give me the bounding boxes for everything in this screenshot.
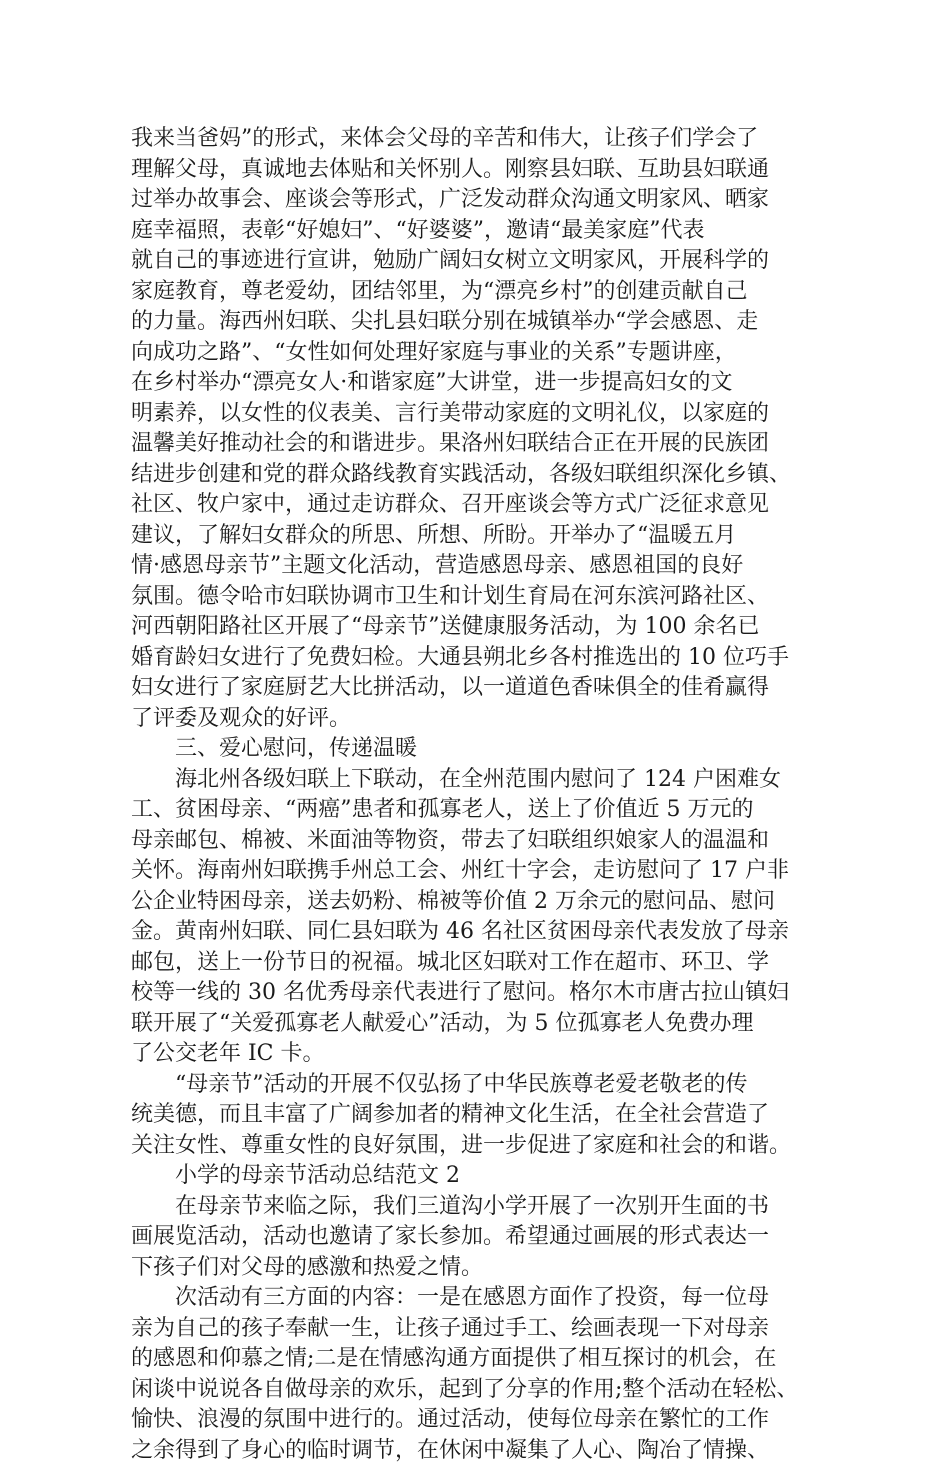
text-line: 统美德，而且丰富了广阔参加者的精神文化生活，在全社会营造了: [131, 1100, 831, 1131]
text-line: 联开展了“关爱孤寡老人献爱心”活动，为 5 位孤寡老人免费办理: [131, 1009, 831, 1040]
text-line: 温馨美好推动社会的和谐进步。果洛州妇联结合正在开展的民族团: [131, 429, 831, 460]
text-line: 关注女性、尊重女性的良好氛围，进一步促进了家庭和社会的和谐。: [131, 1131, 831, 1162]
text-line: 画展览活动，活动也邀请了家长参加。希望通过画展的形式表达一: [131, 1222, 831, 1253]
text-line: 庭幸福照，表彰“好媳妇”、“好婆婆”，邀请“最美家庭”代表: [131, 216, 831, 247]
text-line: 下孩子们对父母的感激和热爱之情。: [131, 1253, 831, 1284]
text-line: 建议，了解妇女群众的所思、所想、所盼。开举办了“温暖五月: [131, 521, 831, 552]
text-line: 妇女进行了家庭厨艺大比拼活动，以一道道色香味俱全的佳肴赢得: [131, 673, 831, 704]
text-line: 情·感恩母亲节”主题文化活动，营造感恩母亲、感恩祖国的良好: [131, 551, 831, 582]
text-line: 了公交老年 IC 卡。: [131, 1039, 831, 1070]
text-line: 的感恩和仰慕之情;二是在情感沟通方面提供了相互探讨的机会，在: [131, 1344, 831, 1375]
text-line: 海北州各级妇联上下联动，在全州范围内慰问了 124 户困难女: [131, 765, 831, 796]
text-line: 在乡村举办“漂亮女人·和谐家庭”大讲堂，进一步提高妇女的文: [131, 368, 831, 399]
text-line: 小学的母亲节活动总结范文 2: [131, 1161, 831, 1192]
text-line: “母亲节”活动的开展不仅弘扬了中华民族尊老爱老敬老的传: [131, 1070, 831, 1101]
text-line: 结进步创建和党的群众路线教育实践活动，各级妇联组织深化乡镇、: [131, 460, 831, 491]
text-line: 金。黄南州妇联、同仁县妇联为 46 名社区贫困母亲代表发放了母亲: [131, 917, 831, 948]
text-line: 在母亲节来临之际，我们三道沟小学开展了一次别开生面的书: [131, 1192, 831, 1223]
text-line: 亲为自己的孩子奉献一生，让孩子通过手工、绘画表现一下对母亲: [131, 1314, 831, 1345]
text-line: 校等一线的 30 名优秀母亲代表进行了慰问。格尔木市唐古拉山镇妇: [131, 978, 831, 1009]
text-line: 工、贫困母亲、“两癌”患者和孤寡老人，送上了价值近 5 万元的: [131, 795, 831, 826]
text-line: 愉快、浪漫的氛围中进行的。通过活动，使每位母亲在繁忙的工作: [131, 1405, 831, 1436]
text-line: 社区、牧户家中，通过走访群众、召开座谈会等方式广泛征求意见: [131, 490, 831, 521]
text-line: 河西朝阳路社区开展了“母亲节”送健康服务活动，为 100 余名已: [131, 612, 831, 643]
text-line: 三、爱心慰问，传递温暖: [131, 734, 831, 765]
text-line: 理解父母，真诚地去体贴和关怀别人。刚察县妇联、互助县妇联通: [131, 155, 831, 186]
text-line: 邮包，送上一份节日的祝福。城北区妇联对工作在超市、环卫、学: [131, 948, 831, 979]
text-line: 之余得到了身心的临时调节，在休闲中凝集了人心、陶冶了情操、: [131, 1436, 831, 1466]
text-line: 我来当爸妈”的形式，来体会父母的辛苦和伟大，让孩子们学会了: [131, 124, 831, 155]
text-line: 公企业特困母亲，送去奶粉、棉被等价值 2 万余元的慰问品、慰问: [131, 887, 831, 918]
text-line: 次活动有三方面的内容：一是在感恩方面作了投资，每一位母: [131, 1283, 831, 1314]
text-line: 向成功之路”、“女性如何处理好家庭与事业的关系”专题讲座，: [131, 338, 831, 369]
text-line: 婚育龄妇女进行了免费妇检。大通县朔北乡各村推选出的 10 位巧手: [131, 643, 831, 674]
text-line: 关怀。海南州妇联携手州总工会、州红十字会，走访慰问了 17 户非: [131, 856, 831, 887]
text-line: 了评委及观众的好评。: [131, 704, 831, 735]
text-line: 的力量。海西州妇联、尖扎县妇联分别在城镇举办“学会感恩、走: [131, 307, 831, 338]
text-line: 就自己的事迹进行宣讲，勉励广阔妇女树立文明家风，开展科学的: [131, 246, 831, 277]
text-line: 闲谈中说说各自做母亲的欢乐，起到了分享的作用;整个活动在轻松、: [131, 1375, 831, 1406]
text-line: 过举办故事会、座谈会等形式，广泛发动群众沟通文明家风、晒家: [131, 185, 831, 216]
document-body: [131, 124, 831, 1466]
text-line: 氛围。德令哈市妇联协调市卫生和计划生育局在河东滨河路社区、: [131, 582, 831, 613]
text-line: 母亲邮包、棉被、米面油等物资，带去了妇联组织娘家人的温温和: [131, 826, 831, 857]
text-line: 明素养，以女性的仪表美、言行美带动家庭的文明礼仪，以家庭的: [131, 399, 831, 430]
text-line: 家庭教育，尊老爱幼，团结邻里，为“漂亮乡村”的创建贡献自己: [131, 277, 831, 308]
